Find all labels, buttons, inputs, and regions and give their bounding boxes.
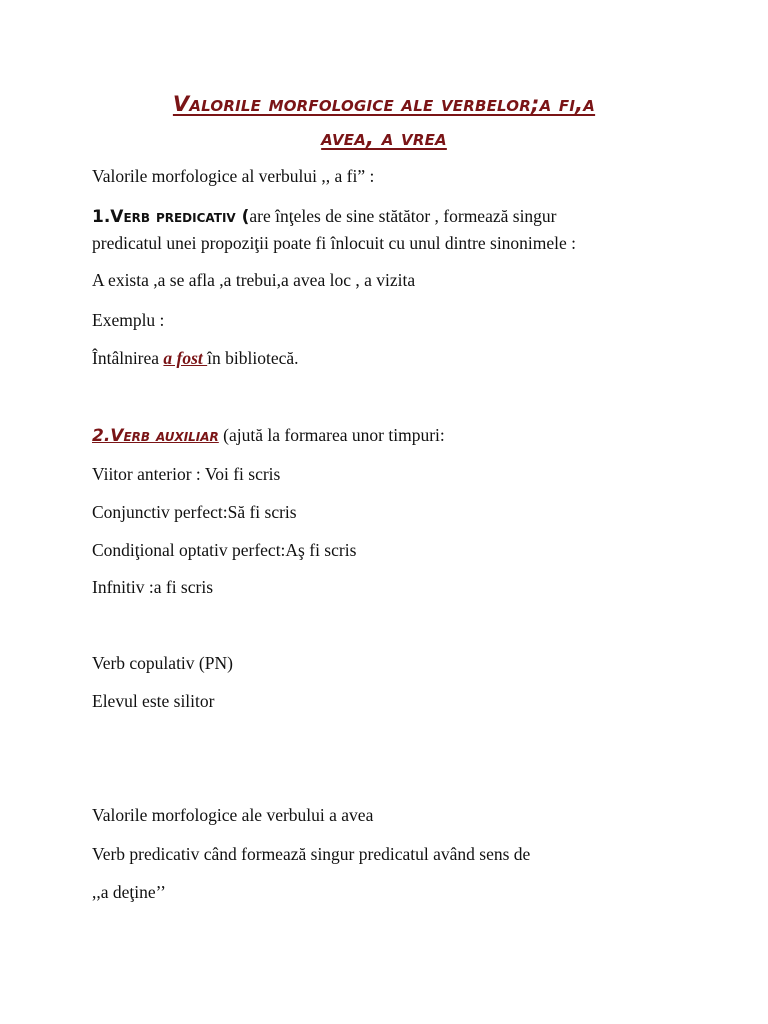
section1-example bbox=[92, 350, 299, 368]
example-post: în bibliotecă. bbox=[207, 348, 299, 368]
section2-heading: 2.Verb auxiliar bbox=[92, 426, 219, 446]
section2-first-line bbox=[92, 427, 445, 445]
section1-first-line bbox=[92, 208, 557, 226]
section2-item-4: Infnitiv :a fi scris bbox=[92, 577, 214, 597]
section3-line-2: Elevul este silitor bbox=[92, 691, 215, 711]
intro-text: Valorile morfologice al verbului ,, a fi” : bbox=[92, 166, 375, 186]
section2-item-2: Conjunctiv perfect:Să fi scris bbox=[92, 502, 297, 522]
section1-example-label: Exemplu : bbox=[92, 310, 165, 330]
section1-text-line1: are înţeles de sine stătător , formează singur bbox=[249, 206, 557, 226]
section2-item-3: Condiţional optativ perfect:Aş fi scris bbox=[92, 540, 357, 560]
title-line-1: Valorile morfologice ale verbelor;a fi,a bbox=[172, 92, 596, 116]
section1-heading: 1.Verb predicativ ( bbox=[92, 207, 250, 227]
example-pre: Întâlnirea bbox=[92, 348, 164, 368]
example-emphasis: a fost bbox=[163, 348, 208, 368]
section4-line-3: ,,a deţine’’ bbox=[92, 882, 167, 902]
section3-line-1: Verb copulativ (PN) bbox=[92, 653, 233, 673]
section4-line-2: Verb predicativ când formează singur predicatul având sens de bbox=[92, 844, 531, 864]
section1-text-line2: predicatul unei propoziţii poate fi înlocuit cu unul dintre sinonimele : bbox=[92, 233, 577, 253]
title-line-2: avea, a vrea bbox=[321, 126, 447, 150]
section4-line-1: Valorile morfologice ale verbului a avea bbox=[92, 805, 374, 825]
section2-text: (ajută la formarea unor timpuri: bbox=[218, 425, 445, 445]
section2-item-1: Viitor anterior : Voi fi scris bbox=[92, 464, 281, 484]
section1-synonyms: A exista ,a se afla ,a trebui,a avea loc , a vizita bbox=[92, 270, 416, 290]
